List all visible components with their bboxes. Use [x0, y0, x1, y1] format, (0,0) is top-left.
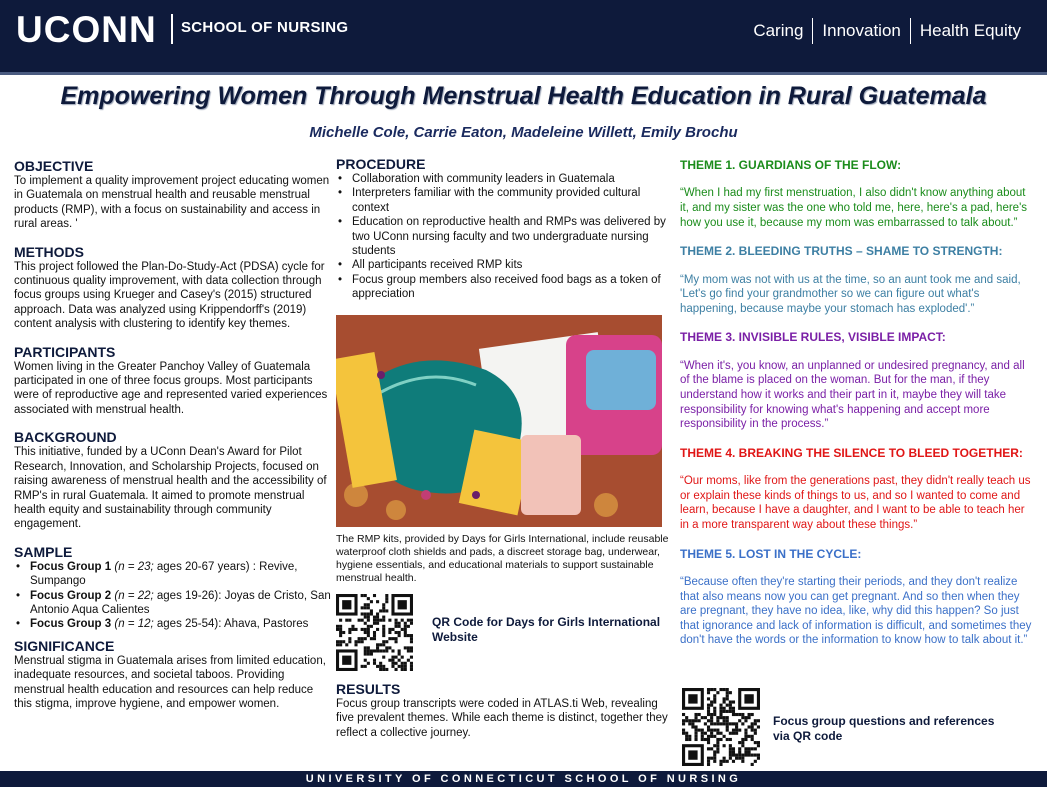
sample-group-detail: ages 19-26): Joyas de Cristo, San Antonio Aqua Calientes [30, 589, 331, 616]
tagline-divider [910, 18, 911, 44]
days-for-girls-qr-code[interactable] [336, 594, 413, 671]
theme-5-heading: THEME 5. LOST IN THE CYCLE: [680, 546, 862, 561]
theme-3-quote: “When it's, you know, an unplanned or undesired pregnancy, and all of the blame is placed on the woman. But for the man, if they understand how it works and their part in it, maybe they will take responsibility for knowing what's happening and accept more responsibility in the process.” [680, 359, 1025, 431]
theme-1-quote: “When I had my first menstruation, I also didn't know anything about it, and my sister was the one who told me, here, here's a pad, here's how you use it, because my mom was embarrassed to talk about.” [680, 187, 1028, 229]
results-heading: RESULTS [336, 681, 401, 697]
photo-caption: The RMP kits, provided by Days for Girls International, include reusable waterproof cloth shields and pads, a discreet storage bag, underwear, hygiene essentials, and educational materials to support sustainable menstrual health. [336, 533, 669, 584]
logo-divider [171, 14, 173, 44]
tagline-divider [812, 18, 813, 44]
theme-2-heading: THEME 2. BLEEDING TRUTHS – SHAME TO STRENGTH: [680, 244, 1003, 259]
poster-authors: Michelle Cole, Carrie Eaton, Madeleine Willett, Emily Brochu [309, 124, 738, 141]
procedure-item: • Focus group members also received food bags as a token of appreciation [336, 273, 668, 302]
procedure-item: • Interpreters familiar with the community provided cultural context [336, 186, 668, 215]
focus-group-qr-code[interactable] [682, 688, 760, 766]
uconn-logo: UCONN [16, 9, 157, 50]
background-heading: BACKGROUND [14, 429, 117, 446]
theme-4-quote: “Our moms, like from the generations past, they didn't really teach us or explain these kinds of things to us, and so I wanted to come and learn, because I have a daughter, and I want to be able to teach her in a more transparent way about these things.” [680, 475, 1031, 531]
tagline-caring: Caring [753, 21, 804, 40]
footer-bar: UNIVERSITY OF CONNECTICUT SCHOOL OF NURSING [0, 771, 1047, 787]
themes-column [680, 158, 1034, 648]
significance-heading: SIGNIFICANCE [14, 637, 115, 654]
sample-item [14, 560, 332, 589]
methods-heading: METHODS [14, 243, 84, 260]
procedure-list [336, 172, 668, 302]
school-name: SCHOOL OF NURSING [181, 19, 349, 36]
background-text: This initiative, funded by a UConn Dean's Award for Pilot Research, Innovation, and Scholarship Projects, focused on raising awareness of menstrual health and the accessibility of RMP's in rural Guatemala. It aimed to promote menstrual health equity and sustainability through community engagement. [14, 446, 327, 531]
middle-column [336, 156, 668, 302]
header-bar [0, 0, 1047, 72]
sample-group-detail: ages 25-54): Ahava, Pastores [153, 618, 309, 631]
sample-group-detail: ages 20-67 years) : Revive, Sumpango [30, 560, 298, 588]
theme-3-heading: THEME 3. INVISIBLE RULES, VISIBLE IMPACT: [680, 330, 946, 345]
tagline [753, 18, 1021, 44]
procedure-item: • All participants received RMP kits [336, 258, 668, 272]
sample-item [14, 589, 332, 618]
sample-group-n: (n = 22; [114, 589, 154, 602]
sample-group-name: Focus Group 1 [30, 560, 112, 573]
sample-group-n: (n = 12; [114, 618, 154, 631]
theme-2-quote: “My mom was not with us at the time, so an aunt took me and said, 'Let's go find your grandmother so we can figure out what's happening, because maybe your stomach has exploded'.” [680, 273, 1021, 315]
theme-5-quote: “Because often they're starting their periods, and they don't realize that also means now you can get pregnant. And so then when they are pregnant, they have no idea, like, why did this happen? So just that ignorance and lack of information is difficult, and sometimes they don't have the words or the information to know how to talk about it.” [680, 575, 1032, 647]
tagline-innovation: Innovation [822, 21, 901, 40]
theme-1-heading: THEME 1. GUARDIANS OF THE FLOW: [680, 158, 902, 172]
tagline-health-equity: Health Equity [919, 21, 1021, 40]
header-rule [0, 72, 1047, 75]
significance-text: Menstrual stigma in Guatemala arises from limited education, inadequate resources, and societal taboos. Providing menstrual health education and resources can help reduce this stigma, improve hygiene, and empower women. [14, 654, 326, 710]
results-text: Focus group transcripts were coded in ATLAS.ti Web, revealing five prevalent themes. While each theme is distinct, together they reflect a collective journey. [336, 698, 668, 739]
left-column [14, 158, 332, 711]
poster-title: Empowering Women Through Menstrual Health Education in Rural Guatemala [60, 82, 987, 110]
sample-group-name: Focus Group 2 [30, 589, 112, 602]
objective-heading: OBJECTIVE [14, 158, 94, 174]
participants-text: Women living in the Greater Panchoy Valley of Guatemala participated in one of three focus groups. Most participants were of reproductive age and represented varied experiences associated with menstrual health. [14, 360, 328, 416]
procedure-heading: PROCEDURE [336, 156, 426, 172]
procedure-item: • Collaboration with community leaders in Guatemala [336, 172, 668, 186]
qr2-label: Focus group questions and references via QR code [773, 714, 995, 743]
results-section [336, 681, 670, 740]
procedure-item: • Education on reproductive health and RMPs was delivered by two UConn nursing faculty and two undergraduate nursing students [336, 215, 668, 258]
sample-group-name: Focus Group 3 [30, 618, 112, 631]
qr1-label: QR Code for Days for Girls International Website [432, 615, 661, 644]
theme-4-heading: THEME 4. BREAKING THE SILENCE TO BLEED TOGETHER: [680, 445, 1023, 460]
participants-heading: PARTICIPANTS [14, 343, 116, 360]
methods-text: This project followed the Plan-Do-Study-Act (PDSA) cycle for continuous quality improvement, with data collection through focus groups using Krueger and Casey's (2015) structured approach. Data was analyzed using Krippendorff's (2019) content analysis with clustering to identify key themes. [14, 260, 325, 331]
objective-text: To implement a quality improvement project educating women in Guatemala on menstrual health and reusable menstrual products (RMP), with a focus on sustainability and access in rural areas. ' [14, 175, 330, 231]
sample-group-n: (n = 23; [114, 560, 154, 573]
rmp-kit-photo [336, 315, 662, 527]
sample-heading: SAMPLE [14, 543, 73, 560]
sample-list [14, 560, 332, 632]
sample-item [14, 617, 332, 631]
